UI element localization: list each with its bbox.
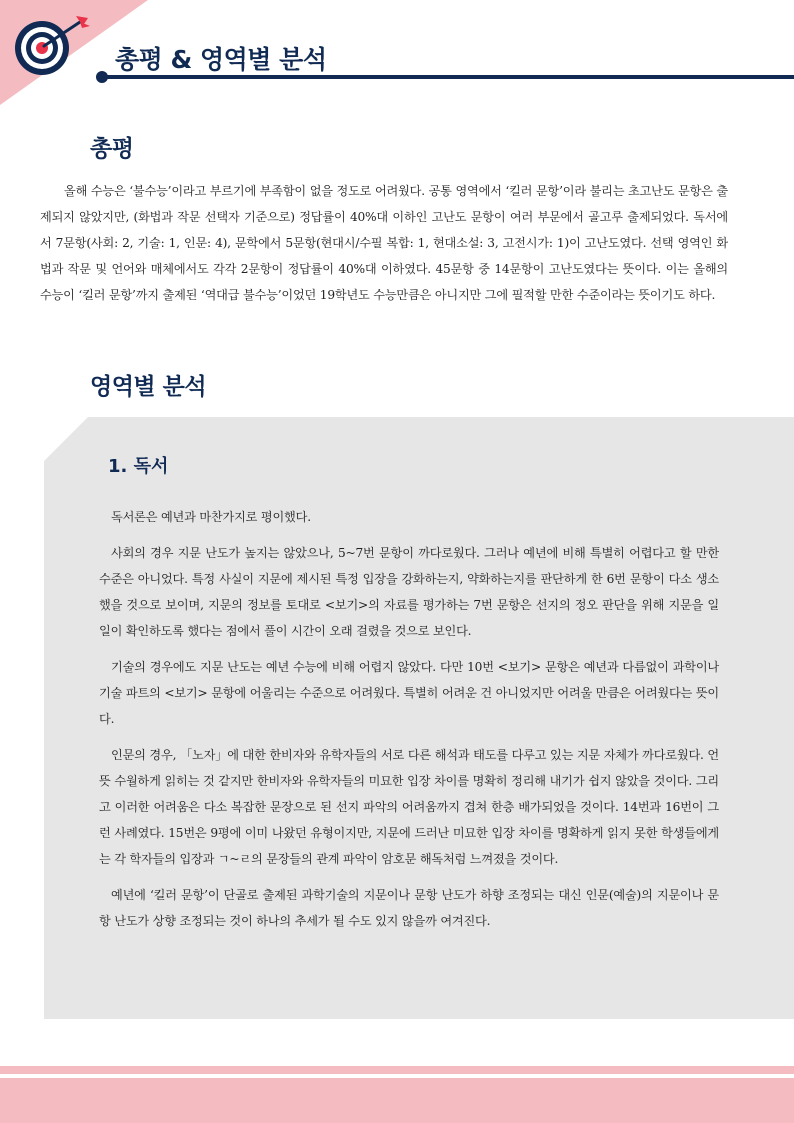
footer-stripe [0, 1066, 794, 1074]
reading-paragraph: 독서론은 예년과 마찬가지로 평이했다. [111, 510, 311, 524]
reading-paragraph: 기술의 경우에도 지문 난도는 예년 수능에 비해 어렵지 않았다. 다만 10번 <보기> 문항은 예년과 다름없이 과학이나 기술 파트의 <보기> 문항에 어울리는 수준으로 어려웠다. 특별히 어려운 건 아니었지만 어려울 만큼은 어려웠다는 뜻이다. [99, 660, 719, 726]
reading-paragraph: 사회의 경우 지문 난도가 높지는 않았으나, 5~7번 문항이 까다로웠다. 그러나 예년에 비해 특별히 어렵다고 할 만한 수준은 아니었다. 특정 사실이 지문에 제시된 특정 입장을 강화하는지, 약화하는지를 판단하게 한 6번 문항이 다소 생소했을 것으로 보이며, 지문의 정보를 토대로 <보기>의 자료를 평가하는 7번 문항은 선지의 정오 판단을 위해 지문을 일일이 확인하도록 했다는 점에서 풀이 시간이 오래 걸렸을 것으로 보인다. [99, 546, 719, 638]
reading-section-title: 1. 독서 [108, 456, 169, 477]
analysis-heading: 영역별 분석 [90, 374, 207, 400]
summary-heading: 총평 [90, 136, 134, 162]
header-underline-dot [96, 71, 108, 83]
footer-band [0, 1078, 794, 1123]
header-underline [103, 75, 794, 79]
target-arrow-icon [10, 12, 94, 82]
reading-analysis-body [99, 504, 719, 944]
summary-paragraph: 올해 수능은 ‘불수능’이라고 부르기에 부족함이 없을 정도로 어려웠다. 공통 영역에서 ‘킬러 문항’이라 불리는 초고난도 문항은 출제되지 않았지만, (화법과 작문 선택자 기준으로) 정답률이 40%대 이하인 고난도 문항이 여러 부문에서 골고루 출제되었다. 독서에서 7문항(사회: 2, 기술: 1, 인문: 4), 문학에서 5문항(현대시/수필 복합: 1, 현대소설: 3, 고전시가: 1)이 고난도였다. 선택 영역인 화법과 작문 및 언어와 매체에서도 각각 2문항이 정답률이 40%대 이하였다. 45문항 중 14문항이 고난도였다는 뜻이다. 이는 올해의 수능이 ‘킬러 문항’까지 출제된 ‘역대급 불수능’이었던 19학년도 수능만큼은 아니지만 그에 필적할 만한 수준이라는 뜻이기도 하다. [40, 184, 728, 302]
reading-paragraph: 예년에 ‘킬러 문항’이 단골로 출제된 과학기술의 지문이나 문항 난도가 하향 조정되는 대신 인문(예술)의 지문이나 문항 난도가 상향 조정되는 것이 하나의 추세가 될 수도 있지 않을까 여겨진다. [99, 888, 719, 928]
reading-paragraph: 인문의 경우, 「노자」에 대한 한비자와 유학자들의 서로 다른 해석과 태도를 다루고 있는 지문 자체가 까다로웠다. 언뜻 수월하게 읽히는 것 같지만 한비자와 유학자들의 미묘한 입장 차이를 명확히 정리해 내기가 쉽지 않았을 것이다. 그리고 이러한 어려움은 다소 복잡한 문장으로 된 선지 파악의 어려움까지 겹쳐 한층 배가되었을 것이다. 14번과 16번이 그런 사례였다. 15번은 9평에 이미 나왔던 유형이지만, 지문에 드러난 미묘한 입장 차이를 명확하게 읽지 못한 학생들에게는 각 학자들의 입장과 ㄱ~ㄹ의 문장들의 관계 파악이 암호문 해독처럼 느껴졌을 것이다. [99, 748, 719, 866]
page-title: 총평 & 영역별 분석 [115, 45, 327, 74]
